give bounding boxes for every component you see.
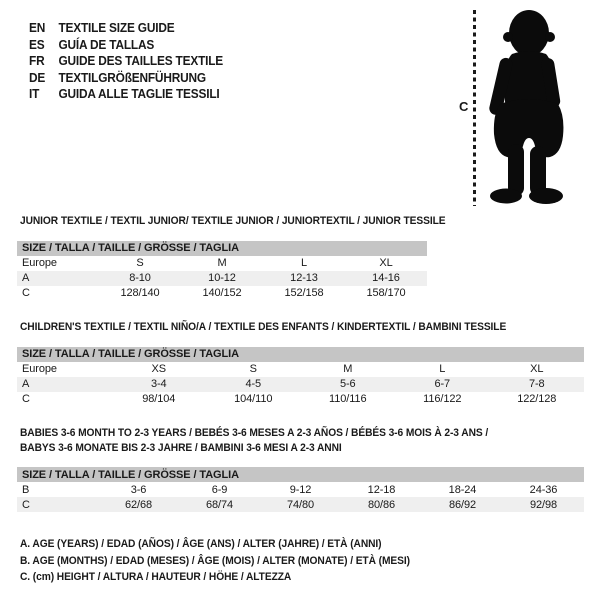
table-title xyxy=(20,320,545,335)
language-code: ES xyxy=(29,37,45,52)
cell-value: 8-10 xyxy=(129,272,151,284)
row-label: Europe xyxy=(22,363,57,375)
cell-value: 98/104 xyxy=(142,393,176,405)
table-title-line: JUNIOR TEXTILE / TEXTIL JUNIOR/ TEXTILE JUNIOR / JUNIORTEXTIL / JUNIOR TESSILE xyxy=(20,215,446,227)
cell-value: XL xyxy=(379,257,393,269)
size-table-section-babies xyxy=(17,426,584,512)
cell-value: 110/116 xyxy=(329,393,367,405)
cell-value: 24-36 xyxy=(529,483,558,496)
cell-value: 18-24 xyxy=(448,483,477,496)
language-title: GUÍA DE TALLAS xyxy=(58,37,155,52)
cell-value: 4-5 xyxy=(245,378,262,390)
language-list xyxy=(29,20,223,103)
cell-value: S xyxy=(136,257,144,269)
table-size-header: SIZE / TALLA / TAILLE / GRÖSSE / TAGLIA xyxy=(17,241,427,256)
table-title xyxy=(20,214,446,229)
language-title: TEXTILGRÖßENFÜHRUNG xyxy=(58,70,206,85)
table-title-line: BABIES 3-6 MONTH TO 2-3 YEARS / BEBÉS 3-6 MESES A 2-3 AÑOS / BÉBÉS 3-6 MOIS À 2-3 ANS / xyxy=(20,427,489,439)
cell-value: 128/140 xyxy=(120,287,160,299)
table-row xyxy=(17,497,584,512)
cell-value: L xyxy=(300,257,308,269)
table-title-line: CHILDREN'S TEXTILE / TEXTIL NIÑO/A / TEXTILE DES ENFANTS / KINDERTEXTIL / BAMBINI TESSILE xyxy=(20,321,507,333)
cell-value: 92/98 xyxy=(529,498,558,511)
cell-value: 14-16 xyxy=(372,272,400,284)
size-table xyxy=(17,241,427,301)
cell-value: 12-18 xyxy=(367,483,396,496)
language-row-de xyxy=(29,70,223,87)
language-code: FR xyxy=(29,54,45,68)
cell-value: M xyxy=(343,363,353,375)
table-size-header: SIZE / TALLA / TAILLE / GRÖSSE / TAGLIA xyxy=(17,347,584,362)
row-label: C xyxy=(22,498,30,511)
cell-value: 74/80 xyxy=(286,498,315,511)
cell-value: 104/110 xyxy=(234,393,273,405)
legend-line: B. AGE (MONTHS) / EDAD (MESES) / ÂGE (MOIS) / ALTER (MONATE) / ETÀ (MESI) xyxy=(20,554,410,567)
size-table-section-junior xyxy=(17,214,446,301)
language-title: TEXTILE SIZE GUIDE xyxy=(58,21,175,35)
cell-value: 68/74 xyxy=(205,498,234,511)
legend-line: C. (cm) HEIGHT / ALTURA / HAUTEUR / HÖHE / ALTEZZA xyxy=(20,571,292,583)
cell-value: 62/68 xyxy=(124,498,153,511)
language-row-en xyxy=(29,20,223,37)
size-table xyxy=(17,347,584,407)
row-label: C xyxy=(22,393,30,405)
row-label: B xyxy=(22,483,30,496)
cell-value: 3-4 xyxy=(150,378,167,390)
table-row xyxy=(17,392,584,407)
cell-value: 6-9 xyxy=(211,483,228,496)
language-title: GUIDA ALLE TAGLIE TESSILI xyxy=(58,87,220,101)
height-c-label: C xyxy=(459,99,469,114)
cell-value: 158/170 xyxy=(366,287,406,299)
cell-value: 140/152 xyxy=(202,287,242,299)
cell-value: 7-8 xyxy=(528,378,545,390)
row-label: Europe xyxy=(22,257,57,269)
cell-value: 80/86 xyxy=(367,498,396,511)
cell-value: 116/122 xyxy=(423,393,462,405)
legend-line: A. AGE (YEARS) / EDAD (AÑOS) / ÂGE (ANS) / ALTER (JAHRE) / ETÀ (ANNI) xyxy=(20,538,382,550)
table-row xyxy=(17,256,427,271)
language-code: EN xyxy=(29,21,46,35)
size-table-section-children xyxy=(17,320,584,407)
size-table xyxy=(17,467,584,512)
cell-value: L xyxy=(439,363,446,375)
cell-value: 9-12 xyxy=(289,483,312,496)
cell-value: 122/128 xyxy=(517,393,557,405)
table-row xyxy=(17,482,584,497)
cell-value: 10-12 xyxy=(208,272,236,284)
language-code: DE xyxy=(29,70,46,85)
table-row xyxy=(17,286,427,301)
table-title xyxy=(20,426,545,455)
row-label: A xyxy=(22,272,30,284)
row-label: C xyxy=(22,287,30,299)
row-label: A xyxy=(22,378,30,390)
table-size-header: SIZE / TALLA / TAILLE / GRÖSSE / TAGLIA xyxy=(17,467,584,482)
cell-value: 12-13 xyxy=(290,272,318,284)
cell-value: XL xyxy=(530,363,544,375)
language-title: GUIDE DES TAILLES TEXTILE xyxy=(58,54,224,68)
language-row-fr xyxy=(29,53,223,70)
language-row-it xyxy=(29,86,223,103)
table-row xyxy=(17,377,584,392)
table-row xyxy=(17,362,584,377)
cell-value: S xyxy=(249,363,257,375)
height-measure-line xyxy=(473,10,476,206)
baby-silhouette-icon xyxy=(482,8,570,208)
size-legend xyxy=(20,536,410,586)
cell-value: XS xyxy=(151,363,166,375)
cell-value: 6-7 xyxy=(434,378,451,390)
measurement-figure xyxy=(440,0,600,215)
table-title-line: BABYS 3-6 MONATE BIS 2-3 JAHRE / BAMBINI 3-6 MESI A 2-3 ANNI xyxy=(20,441,342,454)
table-row xyxy=(17,271,427,286)
language-row-es xyxy=(29,37,223,54)
language-code: IT xyxy=(29,87,40,101)
cell-value: 3-6 xyxy=(130,483,147,496)
cell-value: M xyxy=(217,257,227,269)
cell-value: 152/158 xyxy=(284,287,324,299)
cell-value: 86/92 xyxy=(448,498,477,511)
cell-value: 5-6 xyxy=(339,378,356,390)
